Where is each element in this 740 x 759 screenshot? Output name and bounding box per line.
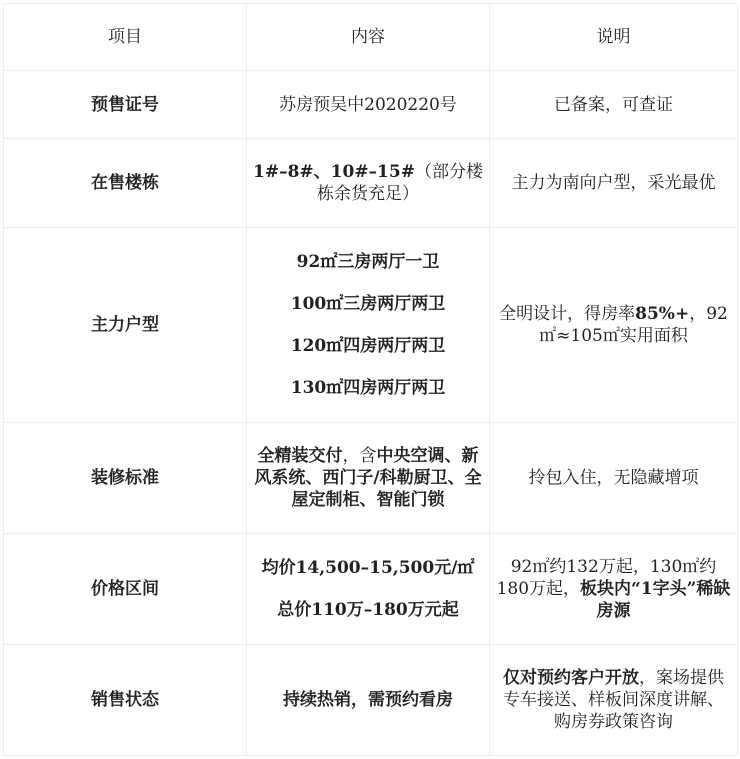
table-row <box>4 423 738 534</box>
unit-type: 92㎡三房两厅一卫 <box>296 252 440 272</box>
row-content <box>247 645 490 756</box>
table-row <box>4 645 738 756</box>
sales-status: 持续热销，需预约看房 <box>283 690 453 710</box>
header-note: 说明 <box>490 4 738 71</box>
project-info-table <box>3 3 738 756</box>
note-text: 全明设计，得房率 <box>499 304 636 324</box>
decoration-mid: ，含 <box>342 446 377 466</box>
building-note: （部分楼栋余货充足） <box>317 162 483 204</box>
note-text: ，案场提供专车接送、样板间深度讲解、购房券政策咨询 <box>503 668 724 732</box>
note-text: ，92㎡≈105㎡实用面积 <box>539 304 728 346</box>
row-note: 拎包入住，无隐藏增项 <box>490 423 738 534</box>
row-content <box>247 423 490 534</box>
total-price: 总价110万–180万元起 <box>277 600 459 620</box>
row-note <box>490 534 738 645</box>
row-content: 苏房预吴中2020220号 <box>247 71 490 139</box>
row-label: 在售楼栋 <box>4 139 247 228</box>
row-label: 装修标准 <box>4 423 247 534</box>
row-note: 已备案，可查证 <box>490 71 738 139</box>
row-content <box>247 534 490 645</box>
efficiency-rate: 85%+ <box>635 304 690 324</box>
row-note <box>490 228 738 423</box>
table-row <box>4 139 738 228</box>
row-note: 主力为南向户型，采光最优 <box>490 139 738 228</box>
building-range: 1#–8#、10#–15# <box>253 162 415 182</box>
table-row <box>4 534 738 645</box>
unit-type: 120㎡四房两厅两卫 <box>290 336 446 356</box>
header-item: 项目 <box>4 4 247 71</box>
unit-type: 100㎡三房两厅两卫 <box>290 294 446 314</box>
unit-type: 130㎡四房两厅两卫 <box>290 378 446 398</box>
row-label: 主力户型 <box>4 228 247 423</box>
table-row <box>4 228 738 423</box>
row-label: 销售状态 <box>4 645 247 756</box>
appointment-only: 仅对预约客户开放 <box>503 668 639 688</box>
row-content <box>247 228 490 423</box>
decoration-lead: 全精装交付 <box>257 446 343 466</box>
average-price: 均价14,500–15,500元/㎡ <box>261 558 475 578</box>
row-note <box>490 645 738 756</box>
scarcity-note: 板块内“1字头”稀缺房源 <box>580 579 731 621</box>
table-row <box>4 71 738 139</box>
row-content <box>247 139 490 228</box>
row-label: 预售证号 <box>4 71 247 139</box>
header-content: 内容 <box>247 4 490 71</box>
table-header-row <box>4 4 738 71</box>
row-label: 价格区间 <box>4 534 247 645</box>
note-text: 92㎡约132万起，130㎡约180万起， <box>496 557 717 599</box>
decoration-items: 中央空调、新风系统、西门子/科勒厨卫、全屋定制柜、智能门锁 <box>254 446 482 510</box>
